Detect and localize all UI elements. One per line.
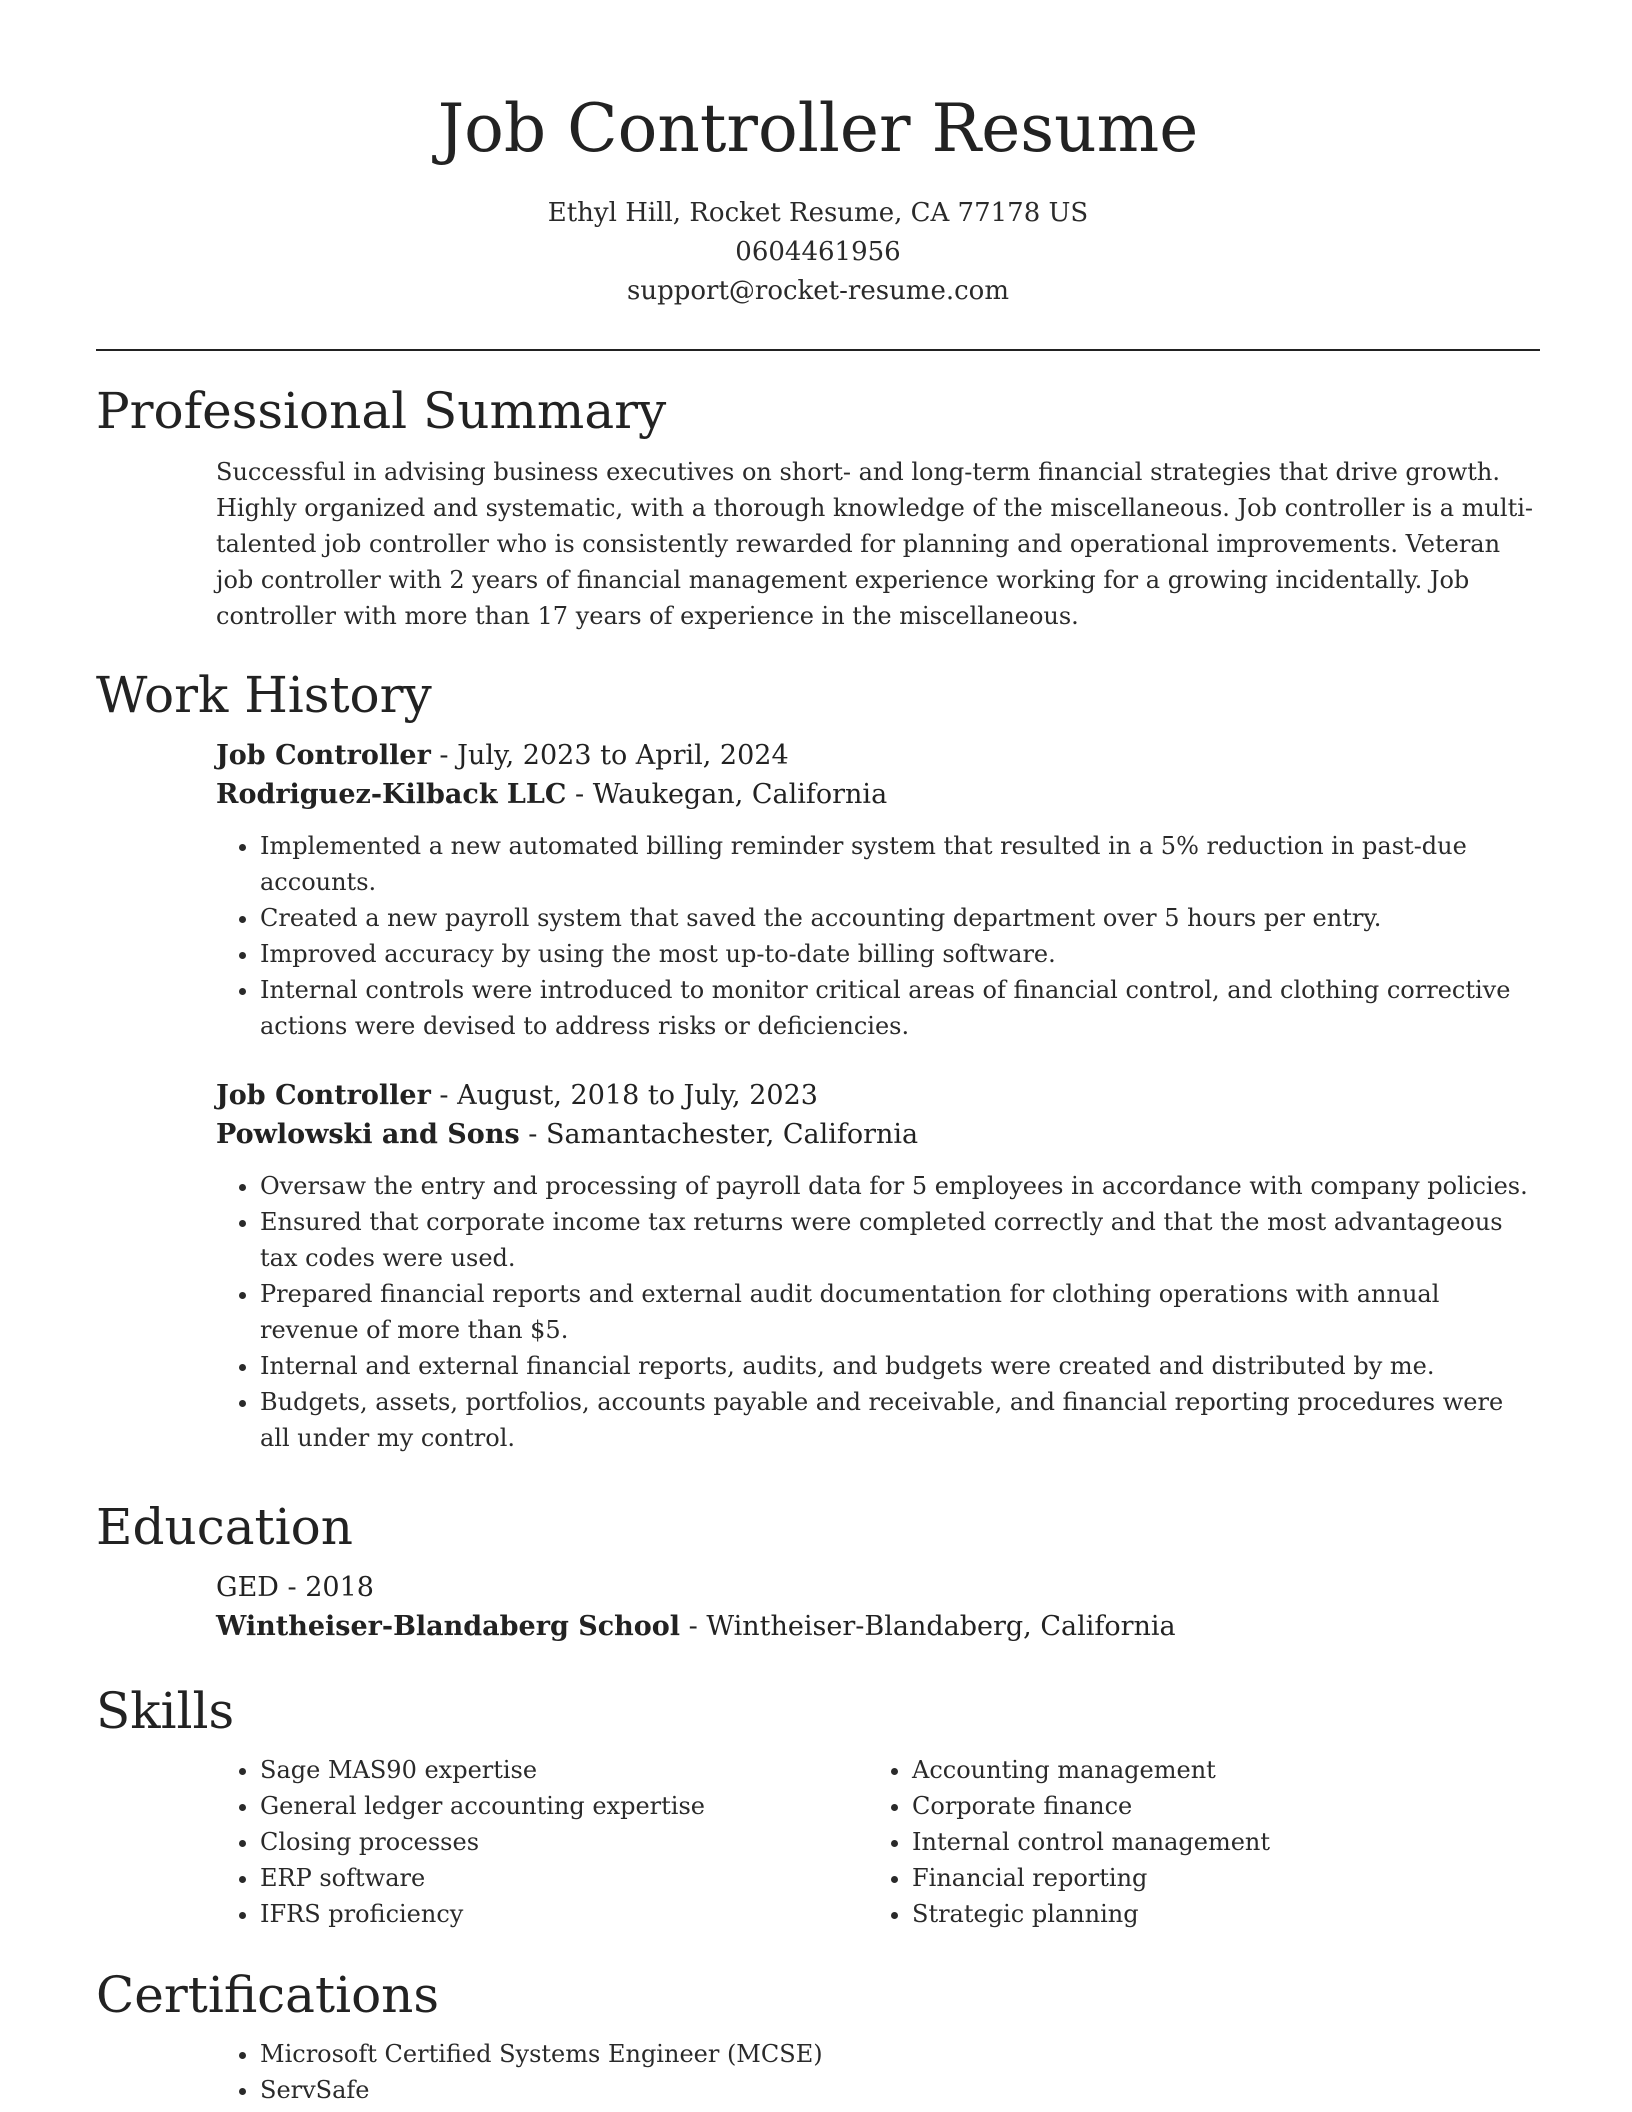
list-item: • Closing processes [260,1824,868,1860]
summary-text: Successful in advising business executives on short- and long-term financial strategies that drive growth. Highly organized and systematic, with a thorough knowledge of the miscellaneous. Job controller is a multi-talented job controller who is consistently rewarded for planning and operational improvements. Veteran job controller with 2 years of financial management experience working for a growing incidentally. Job controller with more than 17 years of experience in the miscellaneous. [216,458,1534,630]
summary-body [216,454,1540,634]
education-body [216,1568,1540,1646]
list-item: • Oversaw the entry and processing of payroll data for 5 employees in accordance with company policies. [260,1168,1540,1204]
certifications-heading: Certifications [96,1966,440,2024]
contact-phone: 0604461956 [735,237,901,267]
contact-address: Ethyl Hill, Rocket Resume, CA 77178 US [547,198,1089,228]
education-year: - 2018 [278,1572,374,1603]
list-item: • Improved accuracy by using the most up-to-date billing software. [260,936,1540,972]
skills-list-left [216,1752,868,1932]
job-title: Job Controller [216,740,431,771]
list-item: • Sage MAS90 expertise [260,1752,868,1788]
work-history-section [96,664,1540,1456]
summary-heading: Professional Summary [96,382,667,440]
education-location: - Wintheiser-Blandaberg, California [680,1611,1176,1642]
list-item: • Internal controls were introduced to monitor critical areas of financial control, and clothing corrective actions were devised to address risks or deficiencies. [260,972,1540,1044]
contact-block [96,194,1540,311]
list-item: • IFRS proficiency [260,1896,868,1932]
list-item: • ServSafe [260,2072,1540,2108]
job-title: Job Controller [216,1080,431,1111]
certifications-list [216,2036,1540,2108]
resume-page [96,0,1540,2104]
resume-header [96,0,1540,311]
job-dates: - July, 2023 to April, 2024 [430,740,789,771]
list-item: • Prepared financial reports and external audit documentation for clothing operations with annual revenue of more than $5. [260,1276,1540,1348]
list-item: • Ensured that corporate income tax returns were completed correctly and that the most advantageous tax codes were used. [260,1204,1540,1276]
list-item: • Internal control management [912,1824,1520,1860]
list-item: • Strategic planning [912,1896,1520,1932]
education-heading: Education [96,1498,353,1556]
skills-heading: Skills [96,1682,235,1740]
job-company-line [216,775,1540,814]
list-item: • Financial reporting [912,1860,1520,1896]
job-dates: - August, 2018 to July, 2023 [430,1080,818,1111]
header-divider [96,349,1540,351]
job-location: - Samantachester, California [519,1119,919,1150]
list-item: • Accounting management [912,1752,1520,1788]
job-company: Rodriguez-Kilback LLC [216,779,567,810]
skills-section [96,1680,1540,1932]
certifications-section [96,1964,1540,2108]
list-item: • Internal and external financial reports, audits, and budgets were created and distributed by me. [260,1348,1540,1384]
list-item: • Budgets, assets, portfolios, accounts payable and receivable, and financial reporting procedures were all under my control. [260,1384,1540,1456]
job-company: Powlowski and Sons [216,1119,520,1150]
list-item: • ERP software [260,1860,868,1896]
skills-column-right [868,1742,1520,1932]
education-school-line [216,1607,1540,1646]
page-title: Job Controller Resume [437,90,1199,167]
job-entry [216,1076,1540,1456]
work-history-body [216,736,1540,1456]
education-section [96,1496,1540,1646]
skills-column-left [216,1742,868,1932]
list-item: • Created a new payroll system that saved the accounting department over 5 hours per entry. [260,900,1540,936]
education-school: Wintheiser-Blandaberg School [216,1611,681,1642]
skills-body [216,1742,1540,1932]
certifications-body [216,2036,1540,2108]
skills-list-right [868,1752,1520,1932]
education-degree-line [216,1568,1540,1607]
list-item: • Implemented a new automated billing reminder system that resulted in a 5% reduction in past-due accounts. [260,828,1540,900]
job-title-line [216,736,1540,775]
list-item: • General ledger accounting expertise [260,1788,868,1824]
skills-columns [216,1742,1540,1932]
job-company-line [216,1115,1540,1154]
job-bullets [216,1168,1540,1456]
list-item: • Corporate finance [912,1788,1520,1824]
work-history-heading: Work History [96,666,432,724]
job-entry [216,736,1540,1044]
contact-email: support@rocket-resume.com [626,276,1009,306]
job-title-line [216,1076,1540,1115]
job-bullets [216,828,1540,1044]
education-degree: GED [216,1572,279,1603]
job-location: - Waukegan, California [566,779,888,810]
summary-section [96,380,1540,634]
list-item: • Microsoft Certified Systems Engineer (MCSE) [260,2036,1540,2072]
